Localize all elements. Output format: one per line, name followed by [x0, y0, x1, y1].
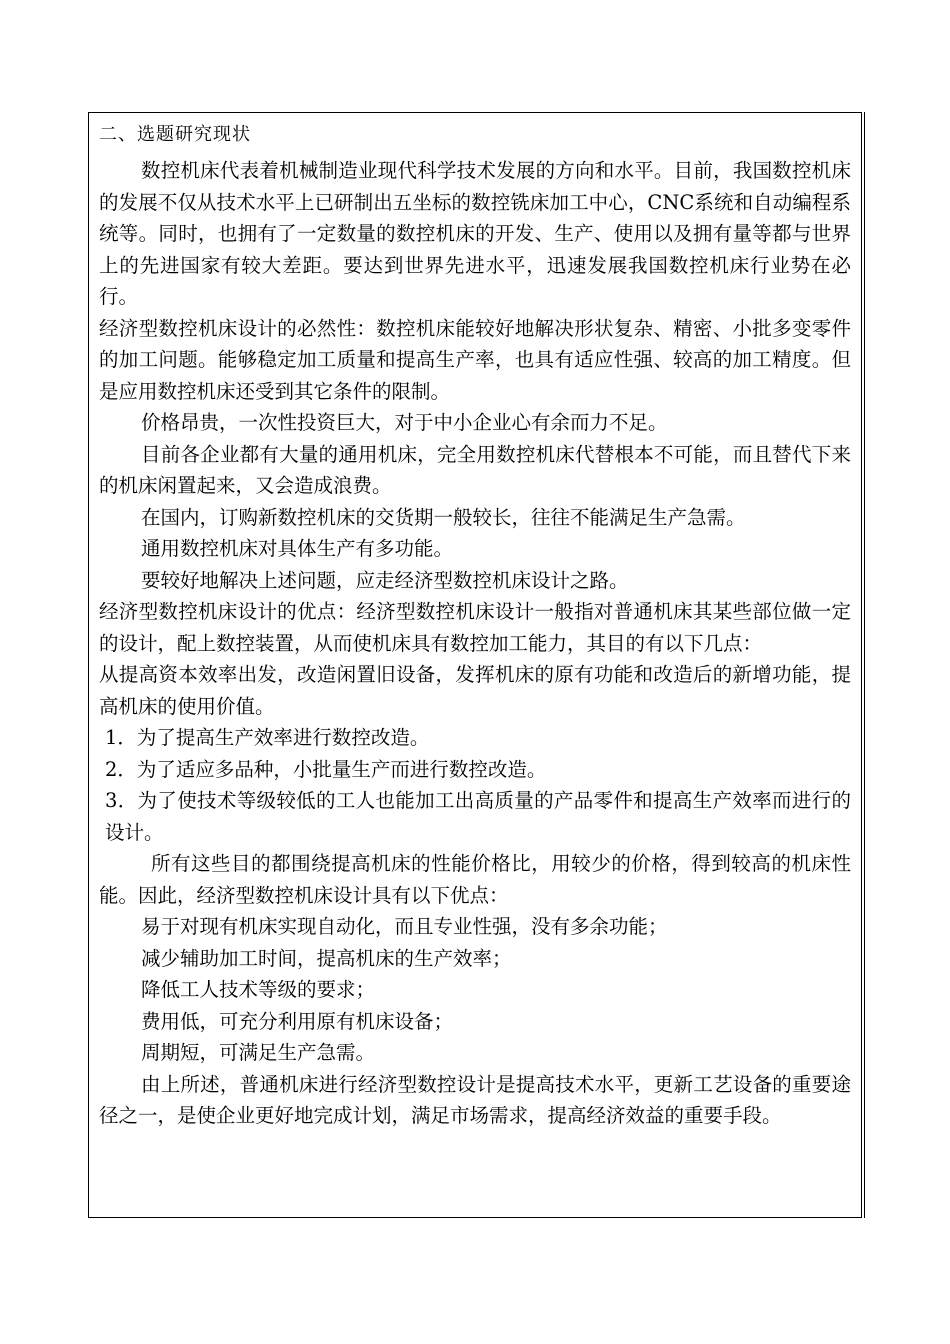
paragraph: 价格昂贵，一次性投资巨大，对于中小企业心有余而力不足。: [141, 411, 668, 434]
paragraph: 通用数控机床对具体生产有多功能。: [141, 537, 454, 560]
paragraph: 在国内，订购新数控机床的交货期一般较长，往往不能满足生产急需。: [141, 505, 746, 529]
section-heading: 二、选题研究现状: [99, 124, 251, 145]
list-item: 2．为了适应多品种，小批量生产而进行数控改造。: [105, 757, 547, 781]
content-table-cell: [88, 112, 862, 1218]
paragraph: 要较好地解决上述问题，应走经济型数控机床设计之路。: [141, 568, 629, 592]
paragraph: 所有这些目的都围绕提高机床的性能价格比，用较少的价格，得到较高的机床性能。因此，经济型数控机床设计具有以下优点：: [99, 852, 851, 907]
list-item: 周期短，可满足生产急需。: [141, 1041, 376, 1064]
list-item: 费用低，可充分利用原有机床设备；: [141, 1009, 454, 1033]
list-item: 1．为了提高生产效率进行数控改造。: [105, 726, 430, 749]
paragraph: 目前各企业都有大量的通用机床，完全用数控机床代替根本不可能，而且替代下来的机床闲置起来，又会造成浪费。: [99, 442, 851, 497]
list-item: 减少辅助加工时间，提高机床的生产效率；: [141, 946, 512, 970]
paragraph: 数控机床代表着机械制造业现代科学技术发展的方向和水平。目前，我国数控机床的发展不仅从技术水平上已研制出五坐标的数控铣床加工中心，CNC系统和自动编程系统等。同时，也拥有了一定数量的数控机床的开发、生产、使用以及拥有量等都与世界上的先进国家有较大差距。要达到世界先进水平，迅速发展我国数控机床行业势在必行。: [99, 159, 851, 308]
document-body: [99, 121, 851, 1132]
paragraph: 从提高资本效率出发，改造闲置旧设备，发挥机床的原有功能和改造后的新增功能，提高机床的使用价值。: [99, 663, 851, 718]
list-item: 易于对现有机床实现自动化，而且专业性强，没有多余功能；: [141, 915, 668, 938]
list-item: 3．为了使技术等级较低的工人也能加工出高质量的产品零件和提高生产效率而进行的设计。: [105, 789, 851, 844]
paragraph: 经济型数控机床设计的优点：经济型数控机床设计一般指对普通机床其某些部位做一定的设计，配上数控装置，从而使机床具有数控加工能力，其目的有以下几点：: [99, 600, 851, 655]
list-item: 降低工人技术等级的要求；: [141, 978, 376, 1001]
paragraph: 经济型数控机床设计的必然性：数控机床能较好地解决形状复杂、精密、小批多变零件的加工问题。能够稳定加工质量和提高生产率，也具有适应性强、较高的加工精度。但是应用数控机床还受到其它条件的限制。: [99, 316, 851, 403]
paragraph: 由上所述，普通机床进行经济型数控设计是提高技术水平，更新工艺设备的重要途径之一，是使企业更好地完成计划，满足市场需求，提高经济效益的重要手段。: [99, 1072, 851, 1127]
